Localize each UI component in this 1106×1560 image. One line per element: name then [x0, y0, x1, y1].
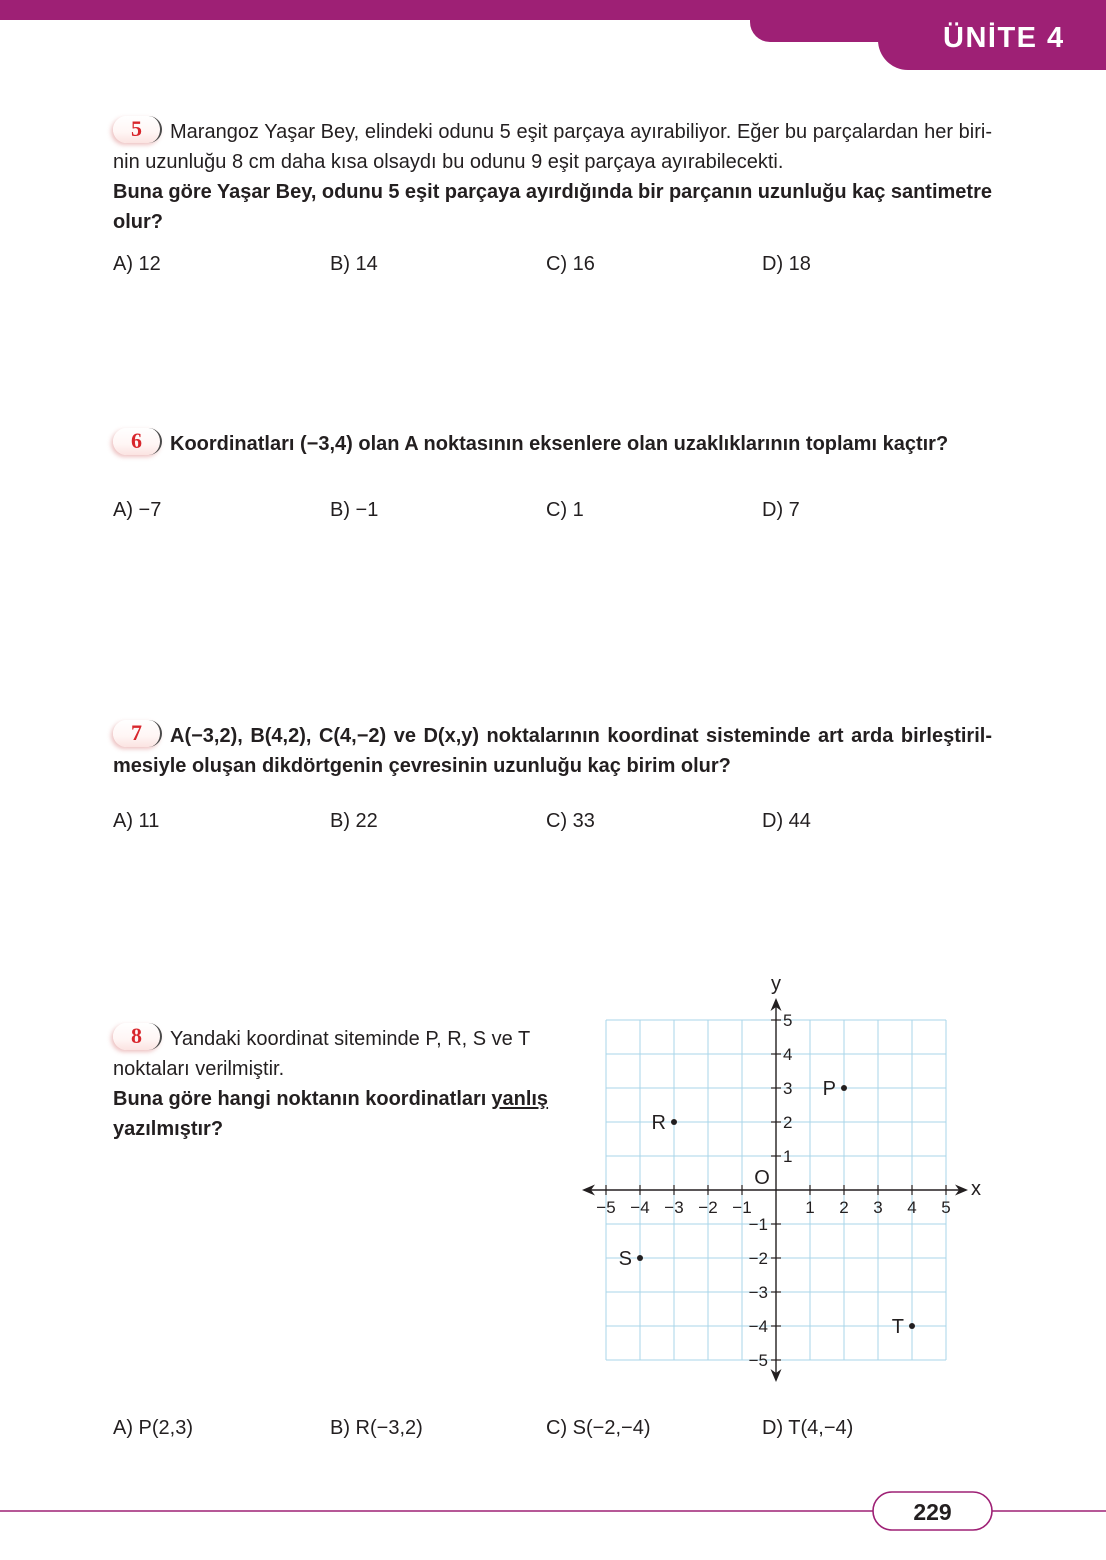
- option-d: D) 44: [762, 810, 811, 832]
- question-5: [113, 117, 992, 237]
- x-tick-label: −5: [596, 1198, 616, 1217]
- option-b: B) R(−3,2): [330, 1417, 423, 1439]
- option-a: A) P(2,3): [113, 1417, 194, 1439]
- option-a: A) −7: [113, 499, 162, 521]
- unit-label: ÜNİTE 4: [943, 22, 1065, 54]
- option-d: D) 18: [762, 253, 811, 275]
- question-prompt-line: yazılmıştır?: [113, 1118, 224, 1140]
- question-number-badge: [113, 116, 162, 143]
- question-prompt-line: mesiyle oluşan dikdörtgenin çevresinin uzunluğu kaç birim olur?: [113, 755, 731, 777]
- question-number: 7: [131, 720, 142, 745]
- option-c: C) 1: [546, 499, 584, 521]
- question-prompt-line: olur?: [113, 211, 163, 233]
- prompt-underlined-word: yanlış: [491, 1088, 549, 1110]
- point-label-t: T: [891, 1316, 904, 1338]
- option-a: A) 12: [113, 253, 161, 275]
- question-number-badge: [113, 428, 162, 455]
- x-tick-label: 2: [839, 1198, 849, 1217]
- question-prompt-line: Koordinatları (−3,4) olan A noktasının eksenlere olan uzaklıklarının toplamı kaçtır?: [170, 433, 949, 455]
- unit-tab: [878, 0, 1106, 70]
- option-d: D) T(4,−4): [762, 1417, 854, 1439]
- x-tick-label: 1: [805, 1198, 815, 1217]
- option-b: B) 14: [330, 253, 378, 275]
- point-label-p: P: [822, 1078, 836, 1100]
- y-tick-label: −1: [748, 1215, 768, 1234]
- option-b: B) −1: [330, 499, 379, 521]
- point-label-s: S: [618, 1248, 632, 1270]
- question-number-badge: [113, 1023, 162, 1050]
- question-6: [113, 429, 992, 459]
- question-number-badge: [113, 720, 162, 747]
- question-7-options: [113, 806, 992, 836]
- y-tick-label: 3: [783, 1079, 793, 1098]
- question-7: [113, 721, 992, 781]
- question-text-line: nin uzunluğu 8 cm daha kısa olsaydı bu odunu 9 eşit parçaya ayırabilecekti.: [113, 151, 784, 173]
- y-tick-label: 5: [783, 1011, 793, 1030]
- point-t: [909, 1323, 915, 1329]
- point-p: [841, 1085, 847, 1091]
- x-tick-label: 3: [873, 1198, 883, 1217]
- page-number: 229: [913, 1499, 952, 1525]
- x-tick-label: −3: [664, 1198, 684, 1217]
- y-tick-label: −5: [748, 1351, 768, 1370]
- option-c: C) S(−2,−4): [546, 1417, 651, 1439]
- y-axis-label: y: [771, 973, 781, 995]
- point-label-r: R: [651, 1112, 666, 1134]
- option-b: B) 22: [330, 810, 378, 832]
- question-6-options: [113, 495, 992, 525]
- question-number: 6: [131, 428, 142, 453]
- x-axis-label: x: [971, 1178, 981, 1200]
- x-tick-label: −4: [630, 1198, 650, 1217]
- question-number: 8: [131, 1023, 142, 1048]
- y-tick-label: 4: [783, 1045, 793, 1064]
- question-prompt-line: A(−3,2), B(4,2), C(4,−2) ve D(x,y) noktalarının koordinat sisteminde art arda birleştiril-: [170, 725, 992, 747]
- prompt-text: Buna göre hangi noktanın koordinatları: [113, 1088, 487, 1110]
- y-tick-label: 2: [783, 1113, 793, 1132]
- question-text-line: noktaları verilmiştir.: [113, 1058, 285, 1080]
- y-tick-label: −4: [748, 1317, 768, 1336]
- question-8-options: [113, 1413, 992, 1443]
- question-5-options: [113, 249, 992, 279]
- option-c: C) 16: [546, 253, 595, 275]
- option-a: A) 11: [113, 810, 160, 832]
- question-text-line: Marangoz Yaşar Bey, elindeki odunu 5 eşit parçaya ayırabiliyor. Eğer bu parçalardan her biri-: [170, 121, 992, 143]
- question-number: 5: [131, 116, 142, 141]
- point-s: [637, 1255, 643, 1261]
- option-c: C) 33: [546, 810, 595, 832]
- option-d: D) 7: [762, 499, 800, 521]
- question-text-line: Yandaki koordinat siteminde P, R, S ve T: [170, 1028, 531, 1050]
- x-tick-label: −1: [732, 1198, 752, 1217]
- question-8: [113, 1024, 563, 1144]
- x-tick-label: −2: [698, 1198, 718, 1217]
- y-tick-label: 1: [783, 1147, 793, 1166]
- y-tick-label: −2: [748, 1249, 768, 1268]
- x-tick-label: 4: [907, 1198, 917, 1217]
- question-prompt-line: Buna göre Yaşar Bey, odunu 5 eşit parçaya ayırdığında bir parçanın uzunluğu kaç santimetre: [113, 181, 992, 203]
- point-r: [671, 1119, 677, 1125]
- y-tick-label: −3: [748, 1283, 768, 1302]
- origin-label: O: [754, 1167, 770, 1189]
- coordinate-plane: [570, 970, 990, 1390]
- question-prompt-line: [113, 1084, 563, 1114]
- x-tick-label: 5: [941, 1198, 951, 1217]
